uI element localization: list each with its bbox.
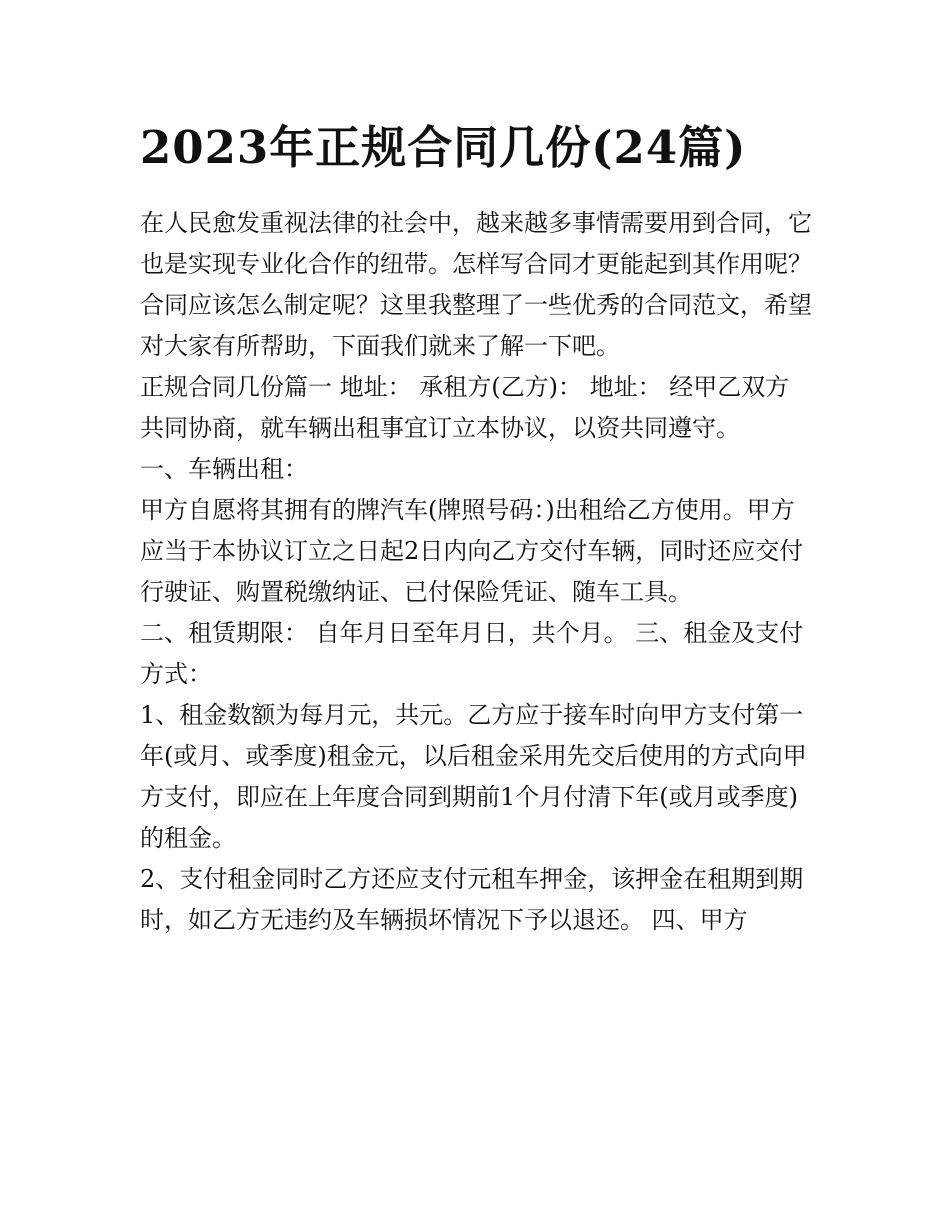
document-body (140, 203, 812, 941)
section-heading-vehicle-rental: 一、车辆出租： (140, 455, 308, 483)
lease-term-paragraph: 二、租赁期限： 自年月日至年月日，共个月。 三、租金及支付方式： (140, 619, 804, 688)
document-title: 2023年正规合同几份(24篇) (140, 121, 747, 174)
rent-amount-paragraph: 1、租金数额为每月元，共元。乙方应于接车时向甲方支付第一年(或月、或季度)租金元，以后租金采用先交后使用的方式向甲方支付，即应在上年度合同到期前1个月付清下年(或月或季度)的租金。 (140, 701, 807, 852)
deposit-paragraph: 2、支付租金同时乙方还应支付元租车押金，该押金在租期到期时，如乙方无违约及车辆损坏情况下予以退还。 四、甲方 (140, 865, 804, 934)
vehicle-rental-paragraph: 甲方自愿将其拥有的牌汽车(牌照号码：)出租给乙方使用。甲方应当于本协议订立之日起2日内向乙方交付车辆，同时还应交付行驶证、购置税缴纳证、已付保险凭证、随车工具。 (140, 496, 804, 606)
intro-paragraph: 在人民愈发重视法律的社会中，越来越多事情需要用到合同，它也是实现专业化合作的纽带。怎样写合同才更能起到其作用呢？合同应该怎么制定呢？这里我整理了一些优秀的合同范文，希望对大家有所帮助，下面我们就来了解一下吧。 (140, 209, 812, 360)
contract-preamble-paragraph: 正规合同几份篇一 地址： 承租方(乙方)： 地址： 经甲乙双方共同协商，就车辆出租事宜订立本协议，以资共同遵守。 (140, 373, 790, 442)
